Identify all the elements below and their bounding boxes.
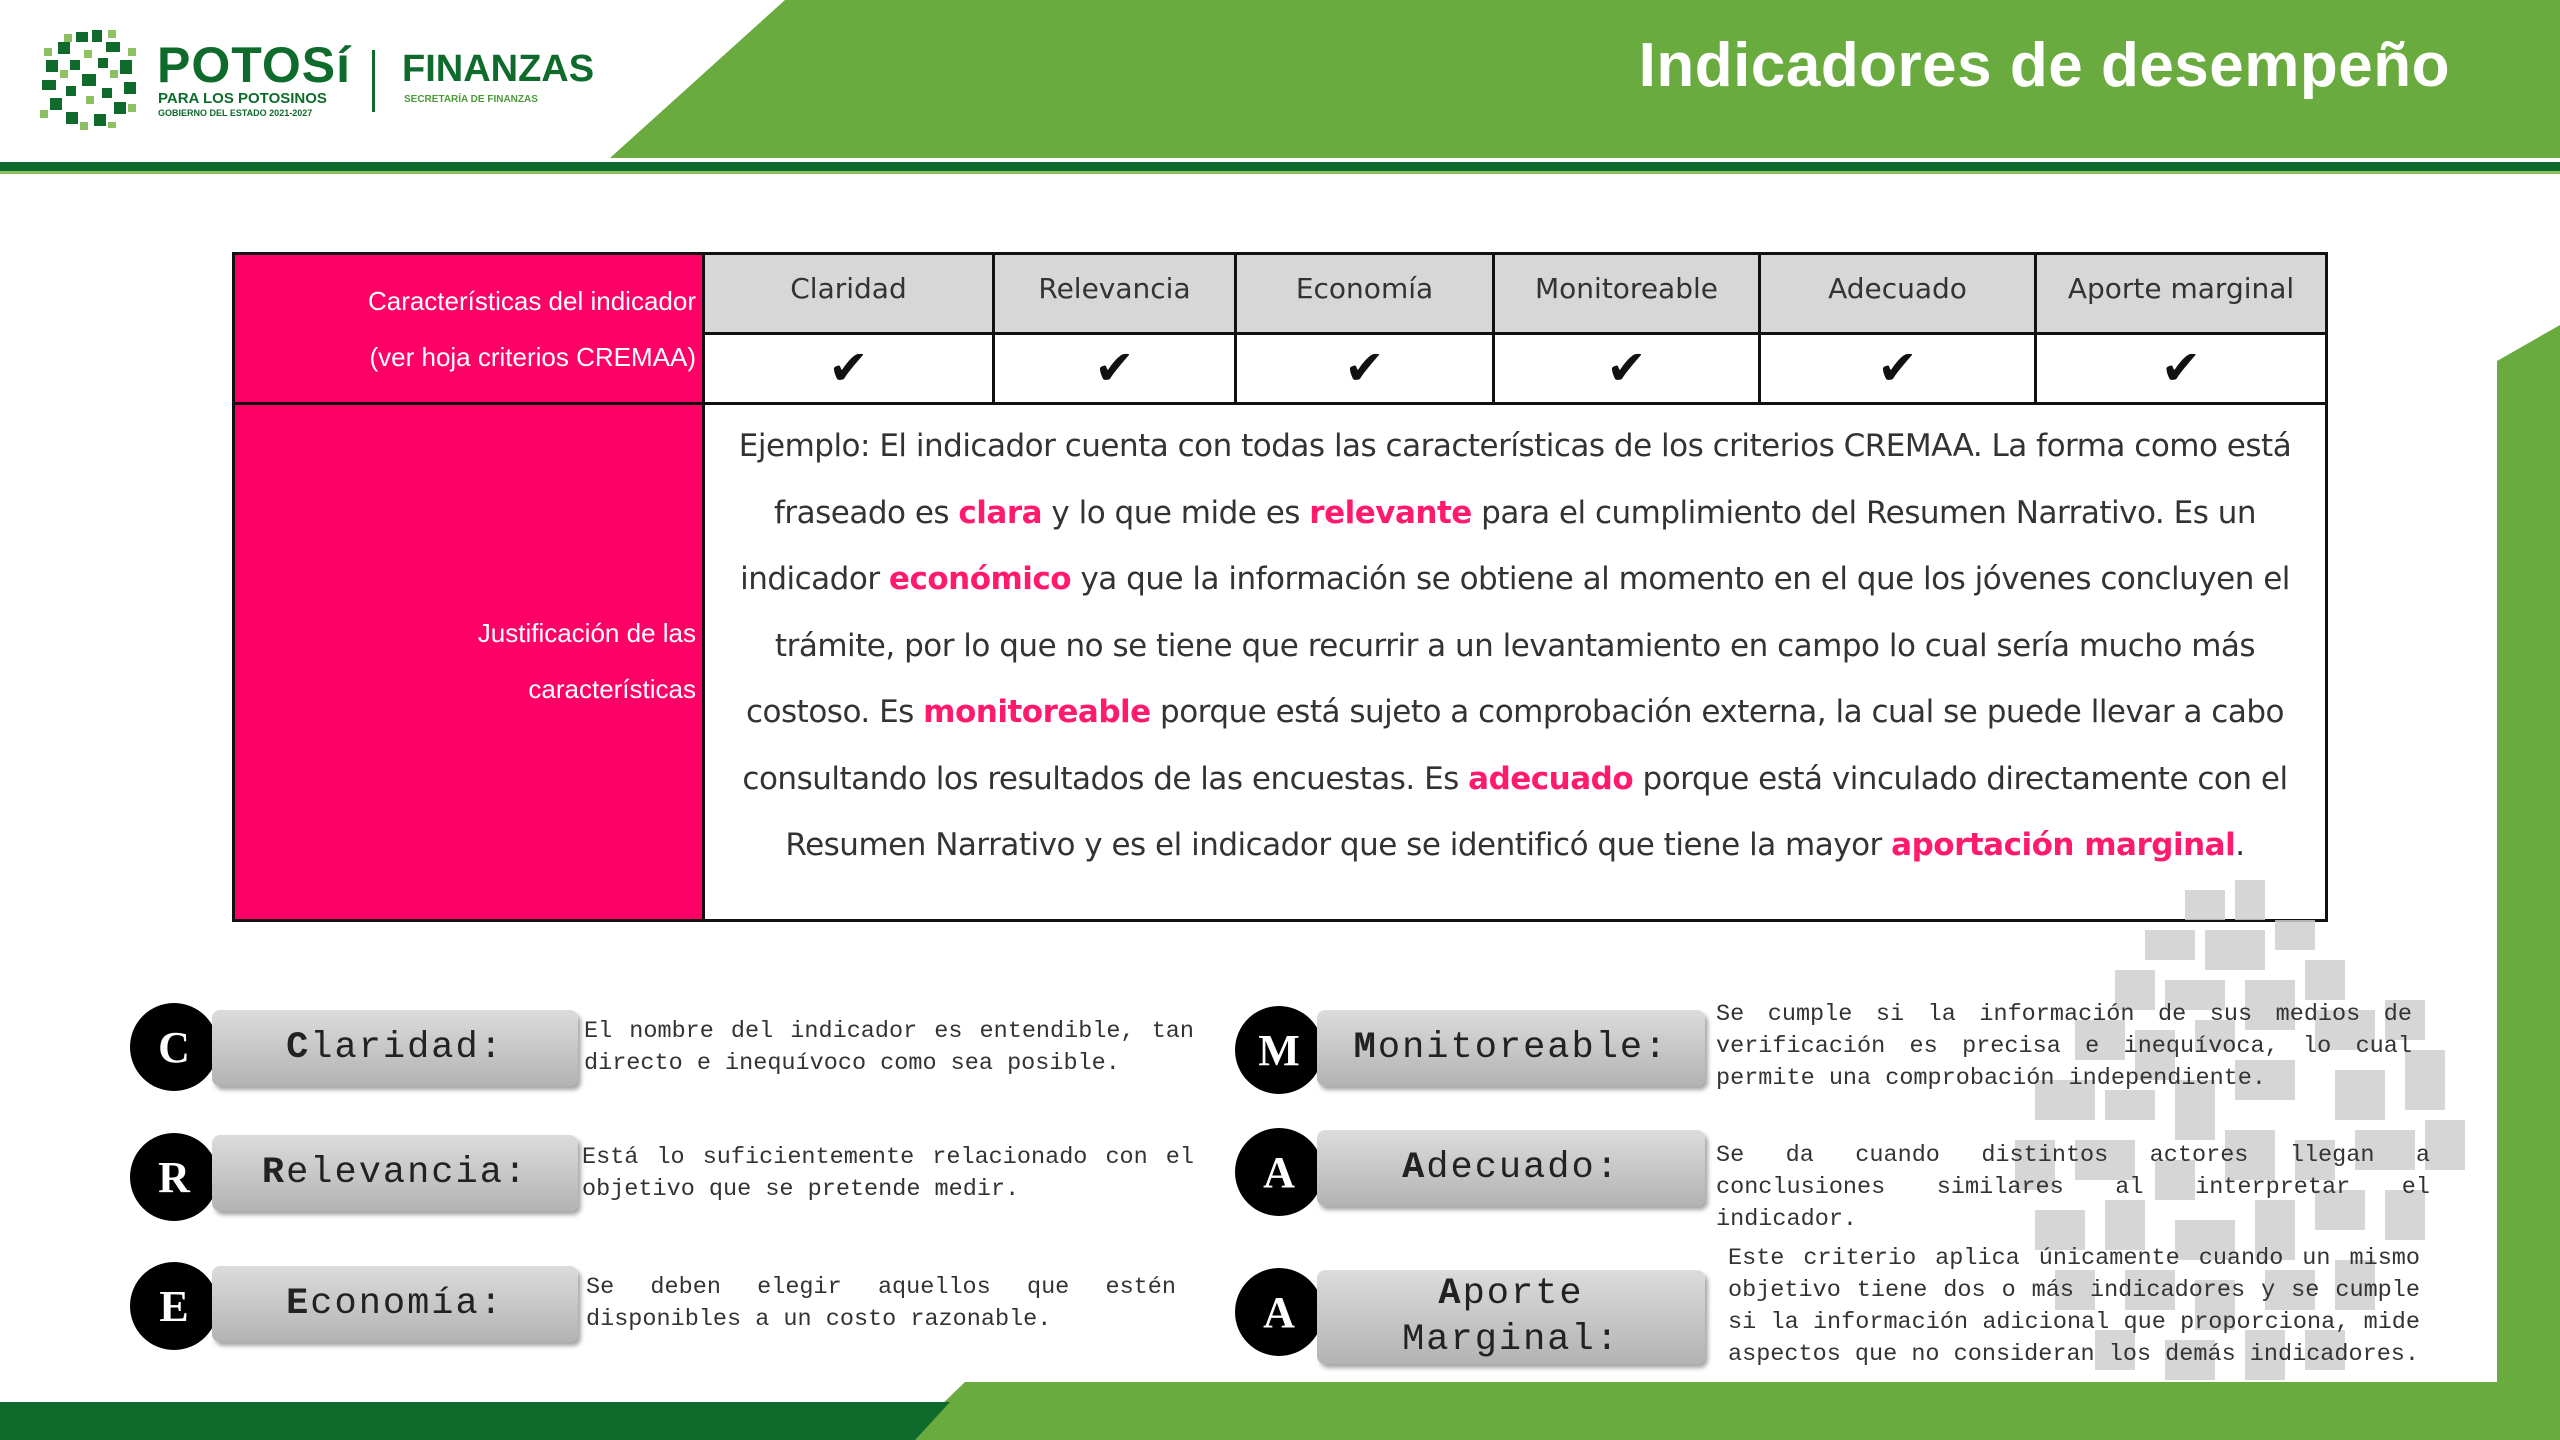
justification-part: Ejemplo: El indicador cuenta con todas las características de los criterios CREMAA. La forma como está fraseado es [738,428,2292,531]
justification-part: para el cumplimiento del Resumen Narrativo. Es un indicador [740,494,2257,597]
keyword-relevante: relevante [1309,494,1472,531]
legend-desc-claridad: El nombre del indicador es entendible, tan directo e inequívoco como sea posible. [584,1018,1194,1077]
header-divider-light [0,171,2560,174]
col-header-adecuado: Adecuado [1761,255,2037,335]
footer-dark-band [0,1402,950,1440]
legend-term: decuado: [1426,1147,1620,1189]
letter-badge-e: E [130,1262,218,1350]
characteristics-label [235,255,705,405]
legend-term: onitoreable: [1377,1027,1669,1069]
brand-separator [372,50,375,112]
keyword-adecuado: adecuado [1468,760,1634,797]
check-icon: ✔ [705,335,995,405]
legend-initial: M [1353,1027,1378,1069]
justification-part: porque está vinculado directamente con el Resumen Narrativo y es el indicador que se identificó que tiene la mayor [785,760,2288,863]
legend-initial: E [286,1283,311,1325]
check-icon: ✔ [1495,335,1761,405]
legend-initial: A [1438,1273,1463,1315]
check-icon: ✔ [995,335,1237,405]
brand-gov: GOBIERNO DEL ESTADO 2021-2027 [158,108,313,118]
letter-badge-a: A [1235,1128,1323,1216]
check-icon: ✔ [1761,335,2037,405]
col-header-aporte-marginal: Aporte marginal [2037,255,2325,335]
legend-economia [212,1266,578,1342]
justification-label-line1: Justificación de las [477,618,696,648]
legend-desc-adecuado: Se da cuando distintos actores llegan a conclusiones similares al interpretar el indicador. [1716,1142,2430,1233]
legend-desc-relevancia: Está lo suficientemente relacionado con el objetivo que se pretende medir. [582,1144,1194,1203]
legend-initial: A [1402,1147,1427,1189]
justification-label-line2: características [528,674,696,704]
letter-badge-a: A [1235,1268,1323,1356]
col-header-monitoreable: Monitoreable [1495,255,1761,335]
dept-name: FINANZAS [402,48,595,90]
keyword-aportacion-marginal: aportación marginal [1891,827,2236,863]
justification-text [705,405,2325,919]
indicator-table [232,252,2328,922]
legend-term: porte [1462,1273,1584,1315]
justification-part: ya que la información se obtiene al momento en el que los jóvenes concluyen el trámite, por lo que no se tiene que recurrir a un levantamiento en campo lo cual sería mucho más costoso. Es [746,561,2290,730]
letter-badge-m: M [1235,1006,1323,1094]
col-header-relevancia: Relevancia [995,255,1237,335]
legend-term: elevancia: [286,1152,529,1194]
brand-name: POTOSí [157,37,352,93]
justification-part: porque está sujeto a comprobación externa, la cual se puede llevar a cabo consultando los resultados de las encuestas. Es [742,694,2284,797]
legend-initial: R [261,1152,287,1194]
legend-adecuado [1317,1130,1705,1206]
header-divider [0,162,2560,171]
justification-label [235,405,705,919]
legend-relevancia [212,1135,578,1211]
legend-term: laridad: [310,1027,504,1069]
right-green-band [2497,325,2560,1440]
legend-desc-aporte-marginal: Este criterio aplica únicamente cuando un mismo objetivo tiene dos o más indicadores y se cumple si la información adicional que proporciona, mide aspectos que no consideran los demás indicadores. [1728,1245,2420,1368]
justification-part: . [2235,827,2245,863]
legend-term: conomía: [310,1283,504,1325]
legend-monitoreable [1317,1010,1705,1086]
brand-tagline: PARA LOS POTOSINOS [158,90,327,107]
check-icon: ✔ [2037,335,2325,405]
potosi-logo-icon [36,26,144,134]
dept-subtitle: SECRETARÍA DE FINANZAS [404,94,538,105]
legend-aporte-marginal [1317,1270,1705,1364]
keyword-monitoreable: monitoreable [923,694,1151,730]
keyword-clara: clara [958,494,1043,531]
characteristics-label-line1: Características del indicador [367,286,696,316]
legend-desc-economia: Se deben elegir aquellos que estén disponibles a un costo razonable. [586,1274,1176,1333]
keyword-economico: económico [888,561,1072,597]
page-title: Indicadores de desempeño [1638,31,2450,100]
legend-claridad [212,1010,578,1086]
letter-badge-c: C [130,1003,218,1091]
legend-term-line2: Marginal: [1402,1319,1620,1361]
characteristics-label-line2: (ver hoja criterios CREMAA) [369,342,696,372]
col-header-claridad: Claridad [705,255,995,335]
letter-badge-r: R [130,1133,218,1221]
justification-part: y lo que mide es [1042,494,1310,531]
legend-desc-monitoreable: Se cumple si la información de sus medios de verificación es precisa e inequívoca, lo cual permite una comprobación independiente. [1716,1001,2412,1092]
legend-initial: C [286,1027,311,1069]
footer-green-band [905,1382,2560,1440]
check-icon: ✔ [1237,335,1495,405]
col-header-economia: Economía [1237,255,1495,335]
